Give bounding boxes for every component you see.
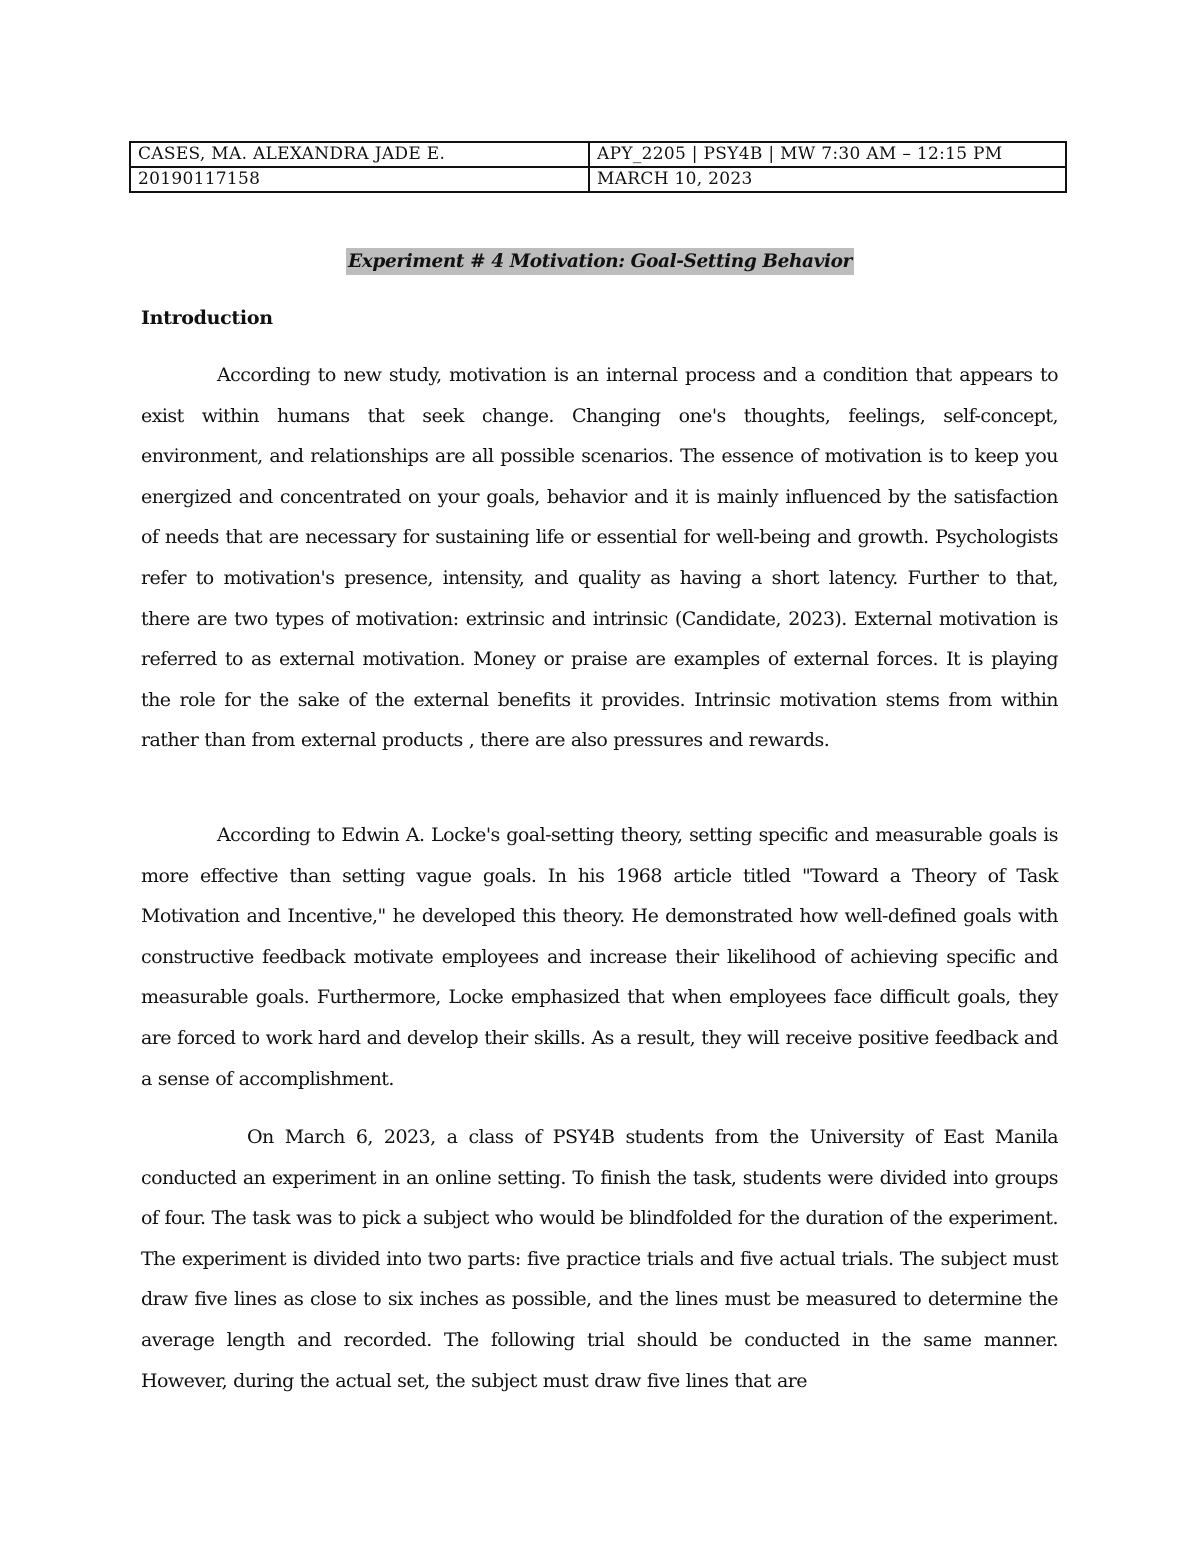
table-row (130, 167, 1066, 192)
title-container (0, 248, 1200, 275)
date-cell: MARCH 10, 2023 (589, 167, 1066, 192)
student-name-cell: CASES, MA. ALEXANDRA JADE E. (130, 142, 589, 167)
section-heading: Introduction (141, 307, 273, 329)
table-row (130, 142, 1066, 167)
student-info-table (129, 141, 1067, 193)
student-id-cell: 20190117158 (130, 167, 589, 192)
paragraph-2: According to Edwin A. Locke's goal-setting theory, setting specific and measurable goals is more effective than setting vague goals. In his 1968 article titled "Toward a Theory of Task Motivation and Incentive," he developed this theory. He demonstrated how well-defined goals with constructive feedback motivate employees and increase their likelihood of achieving specific and measurable goals. Furthermore, Locke emphasized that when employees face difficult goals, they are forced to work hard and develop their skills. As a result, they will receive positive feedback and a sense of accomplishment. (141, 824, 1058, 1090)
document-title: Experiment # 4 Motivation: Goal-Setting Behavior (346, 248, 854, 275)
paragraph-1: According to new study, motivation is an internal process and a condition that appears to exist within humans that seek change. Changing one's thoughts, feelings, self-concept, environment, and relationships are all possible scenarios. The essence of motivation is to keep you energized and concentrated on your goals, behavior and it is mainly influenced by the satisfaction of needs that are necessary for sustaining life or essential for well-being and growth. Psychologists refer to motivation's presence, intensity, and quality as having a short latency. Further to that, there are two types of motivation: extrinsic and intrinsic (Candidate, 2023). External motivation is referred to as external motivation. Money or praise are examples of external forces. It is playing the role for the sake of the external benefits it provides. Intrinsic motivation stems from within rather than from external products , there are also pressures and rewards. (141, 364, 1058, 752)
course-schedule-cell: APY_2205 | PSY4B | MW 7:30 AM – 12:15 PM (589, 142, 1066, 167)
paragraph-3: On March 6, 2023, a class of PSY4B students from the University of East Manila conducted an experiment in an online setting. To finish the task, students were divided into groups of four. The task was to pick a subject who would be blindfolded for the duration of the experiment. The experiment is divided into two parts: five practice trials and five actual trials. The subject must draw five lines as close to six inches as possible, and the lines must be measured to determine the average length and recorded. The following trial should be conducted in the same manner. However, during the actual set, the subject must draw five lines that are (141, 1126, 1058, 1392)
